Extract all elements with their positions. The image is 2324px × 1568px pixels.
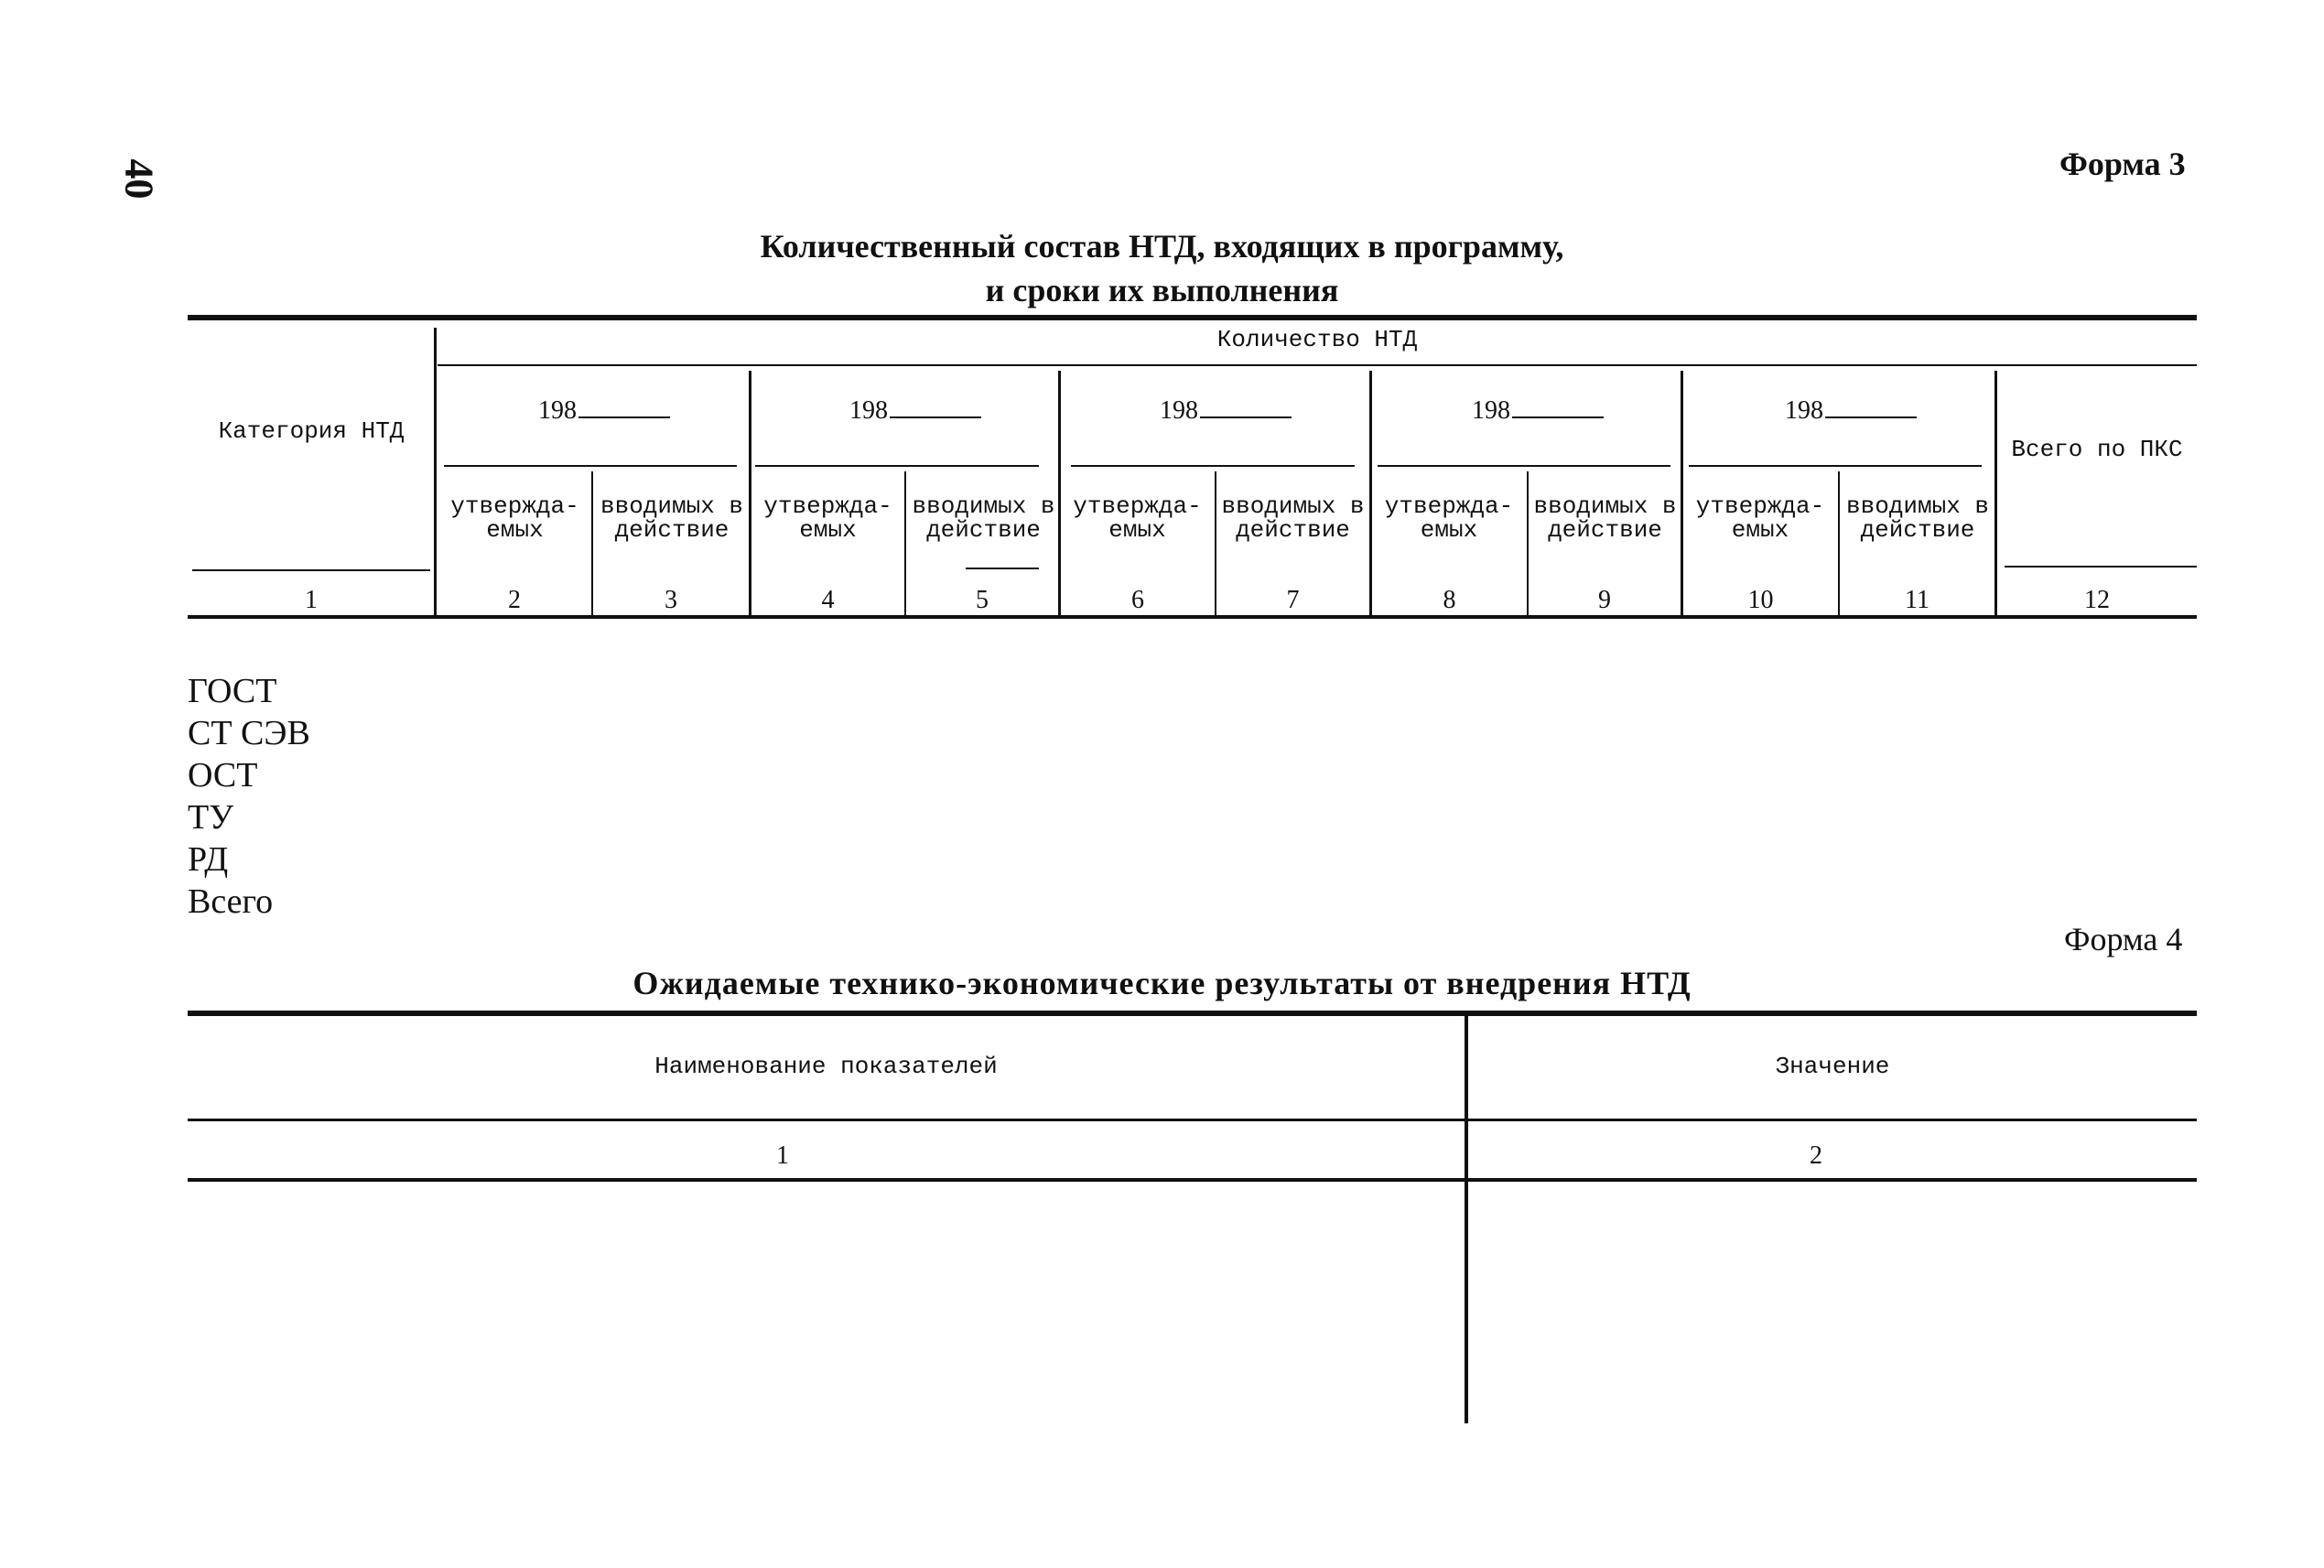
category-item: Всего <box>188 882 274 921</box>
category-item: ОСТ <box>188 756 258 795</box>
form3-label: Форма 3 <box>2059 146 2186 182</box>
col-approved: утвержда-емых <box>763 492 892 544</box>
header-value: Значение <box>1775 1053 1890 1080</box>
col-approved: утвержда-емых <box>1073 492 1202 544</box>
col-approved: утвержда-емых <box>1384 492 1514 544</box>
header-total: Всего по ПКС <box>2011 436 2183 463</box>
header-indicator-name: Наименование показателей <box>654 1053 998 1080</box>
column-number: 6 <box>1131 586 1144 614</box>
col-approved: утвержда-емых <box>1695 492 1825 544</box>
quantity-rule <box>438 364 2197 366</box>
category-item: ТУ <box>188 798 234 837</box>
col-approved: утвержда-емых <box>450 492 579 544</box>
year-label: 198 <box>1160 396 1292 426</box>
column-number: 11 <box>1905 586 1929 614</box>
category-list <box>188 670 310 923</box>
form4-label: Форма 4 <box>2064 921 2183 957</box>
col-enacted: вводимых в действие <box>1533 492 1677 544</box>
col-enacted: вводимых в действие <box>1221 492 1365 544</box>
col-enacted: вводимых в действие <box>600 492 744 544</box>
form3-title-line1: Количественный состав НТД, входящих в программу, <box>760 228 1564 265</box>
table-top-rule <box>188 1011 2197 1016</box>
table-bottom-rule <box>188 1178 2197 1182</box>
column-number: 1 <box>776 1141 789 1170</box>
column-number: 1 <box>305 586 318 614</box>
form3-title-line2: и сроки их выполнения <box>985 272 1339 308</box>
column-number: 8 <box>1443 586 1456 614</box>
category-item: РД <box>188 840 229 879</box>
column-number: 3 <box>665 586 677 614</box>
column-number: 9 <box>1598 586 1611 614</box>
header-category: Категория НТД <box>218 417 405 445</box>
col-enacted: вводимых в действие <box>912 492 1055 544</box>
column-number: 5 <box>976 586 989 614</box>
year-label: 198 <box>538 396 670 426</box>
column-number: 7 <box>1286 586 1300 614</box>
column-number: 2 <box>508 586 521 614</box>
year-label: 198 <box>849 396 981 426</box>
page-number: 40 <box>116 158 162 200</box>
table-bottom-rule <box>188 615 2197 619</box>
column-number: 4 <box>821 586 835 614</box>
year-label: 198 <box>1472 396 1604 426</box>
column-number: 12 <box>2084 586 2110 614</box>
form4-title: Ожидаемые технико-экономические результаты от внедрения НТД <box>632 965 1692 1001</box>
category-item: ГОСТ <box>188 672 277 710</box>
col-enacted: вводимых в действие <box>1845 492 1990 544</box>
header-quantity: Количество НТД <box>1216 326 1418 353</box>
category-item: СТ СЭВ <box>188 714 310 752</box>
column-number: 2 <box>1810 1141 1822 1170</box>
year-label: 198 <box>1785 396 1917 426</box>
table-top-rule <box>188 315 2197 320</box>
column-number: 10 <box>1747 586 1774 614</box>
